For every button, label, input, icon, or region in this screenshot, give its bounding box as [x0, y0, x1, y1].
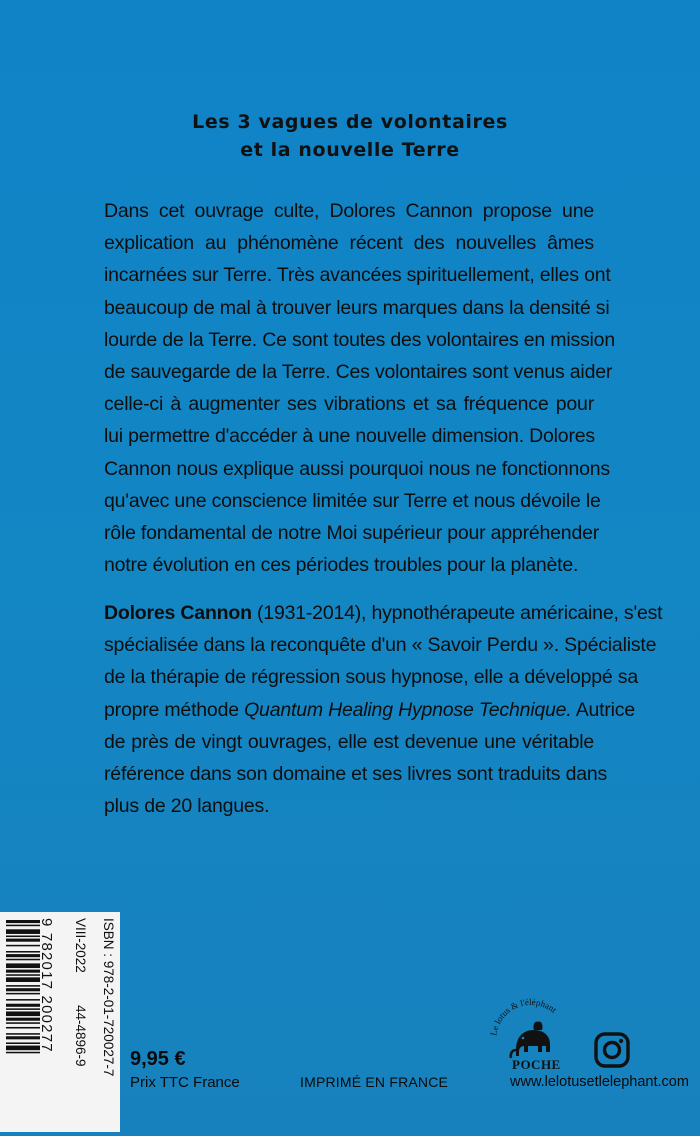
publisher-logo-text: Le lotus & l'éléphant — [488, 996, 559, 1037]
isbn-number: ISBN : 978-2-01-720027-7 — [101, 918, 116, 1077]
publisher-website[interactable]: www.lelotusetlelephant.com — [510, 1074, 689, 1090]
barcode-digits: 9 782017 200277 — [38, 918, 55, 1053]
synopsis-line: lui permettre d'accéder à une nouvelle dimension. Dolores — [104, 425, 595, 448]
printed-in-france: IMPRIMÉ EN FRANCE — [300, 1074, 449, 1090]
collection-label: POCHE — [512, 1057, 561, 1072]
bio-line-1-text: (1931-2014), hypnothérapeute américaine, s'est — [251, 602, 663, 624]
title-line-1: Les 3 vagues de volontaires — [192, 111, 508, 133]
bio-line-2: spécialisée dans la reconquête d'un « Savoir Perdu ». Spécialiste — [104, 634, 657, 657]
synopsis-line: de sauvegarde de la Terre. Ces volontaires sont venus aider — [104, 361, 613, 384]
price-label: Prix TTC France — [130, 1074, 240, 1091]
bio-line-4-end: Autrice — [571, 698, 635, 721]
synopsis-line: rôle fondamental de notre Moi supérieur pour appréhender — [104, 522, 600, 545]
bio-line-7: plus de 20 langues. — [104, 795, 270, 818]
instagram-icon[interactable] — [594, 1032, 630, 1068]
author-name: Dolores Cannon — [104, 602, 252, 624]
bio-line-4-start: propre méthode — [104, 698, 245, 721]
bio-line-5: de près de vingt ouvrages, elle est devenue une véritable — [104, 730, 594, 753]
price: 9,95 € — [130, 1048, 186, 1070]
book-title — [0, 108, 700, 164]
synopsis-line: incarnées sur Terre. Très avancées spirituellement, elles ont — [104, 264, 611, 287]
synopsis-line: Dans cet ouvrage culte, Dolores Cannon propose une — [104, 200, 594, 222]
barcode-product-code: 44-4896-9 — [73, 1005, 88, 1067]
synopsis-line: notre évolution en ces périodes troubles pour la planète. — [104, 554, 579, 577]
method-name: Quantum Healing Hypnose Technique. — [244, 698, 572, 721]
bio-line-3: de la thérapie de régression sous hypnose, elle a développé sa — [104, 666, 638, 689]
bio-line-4 — [104, 694, 635, 726]
synopsis-line: Cannon nous explique aussi pourquoi nous ne fonctionnons — [104, 457, 610, 480]
synopsis-line: explication au phénomène récent des nouvelles âmes — [104, 232, 594, 255]
title-line-2: et la nouvelle Terre — [240, 139, 460, 161]
bio-line-1 — [104, 597, 663, 629]
barcode-icon — [6, 920, 40, 1106]
synopsis-line: beaucoup de mal à trouver leurs marques dans la densité si — [104, 296, 610, 319]
bio-line-6: référence dans son domaine et ses livres sont traduits dans — [104, 763, 608, 786]
synopsis-paragraph — [104, 195, 615, 581]
synopsis-line: lourde de la Terre. Ce sont toutes des volontaires en mission — [104, 328, 615, 351]
synopsis-line: celle-ci à augmenter ses vibrations et sa fréquence pour — [104, 393, 594, 416]
svg-text:Le lotus & l'éléphant — [488, 997, 559, 1036]
author-bio-paragraph — [104, 597, 663, 822]
barcode-date-code: VIII-2022 — [73, 918, 88, 973]
synopsis-line: qu'avec une conscience limitée sur Terre et nous dévoile le — [104, 489, 601, 512]
